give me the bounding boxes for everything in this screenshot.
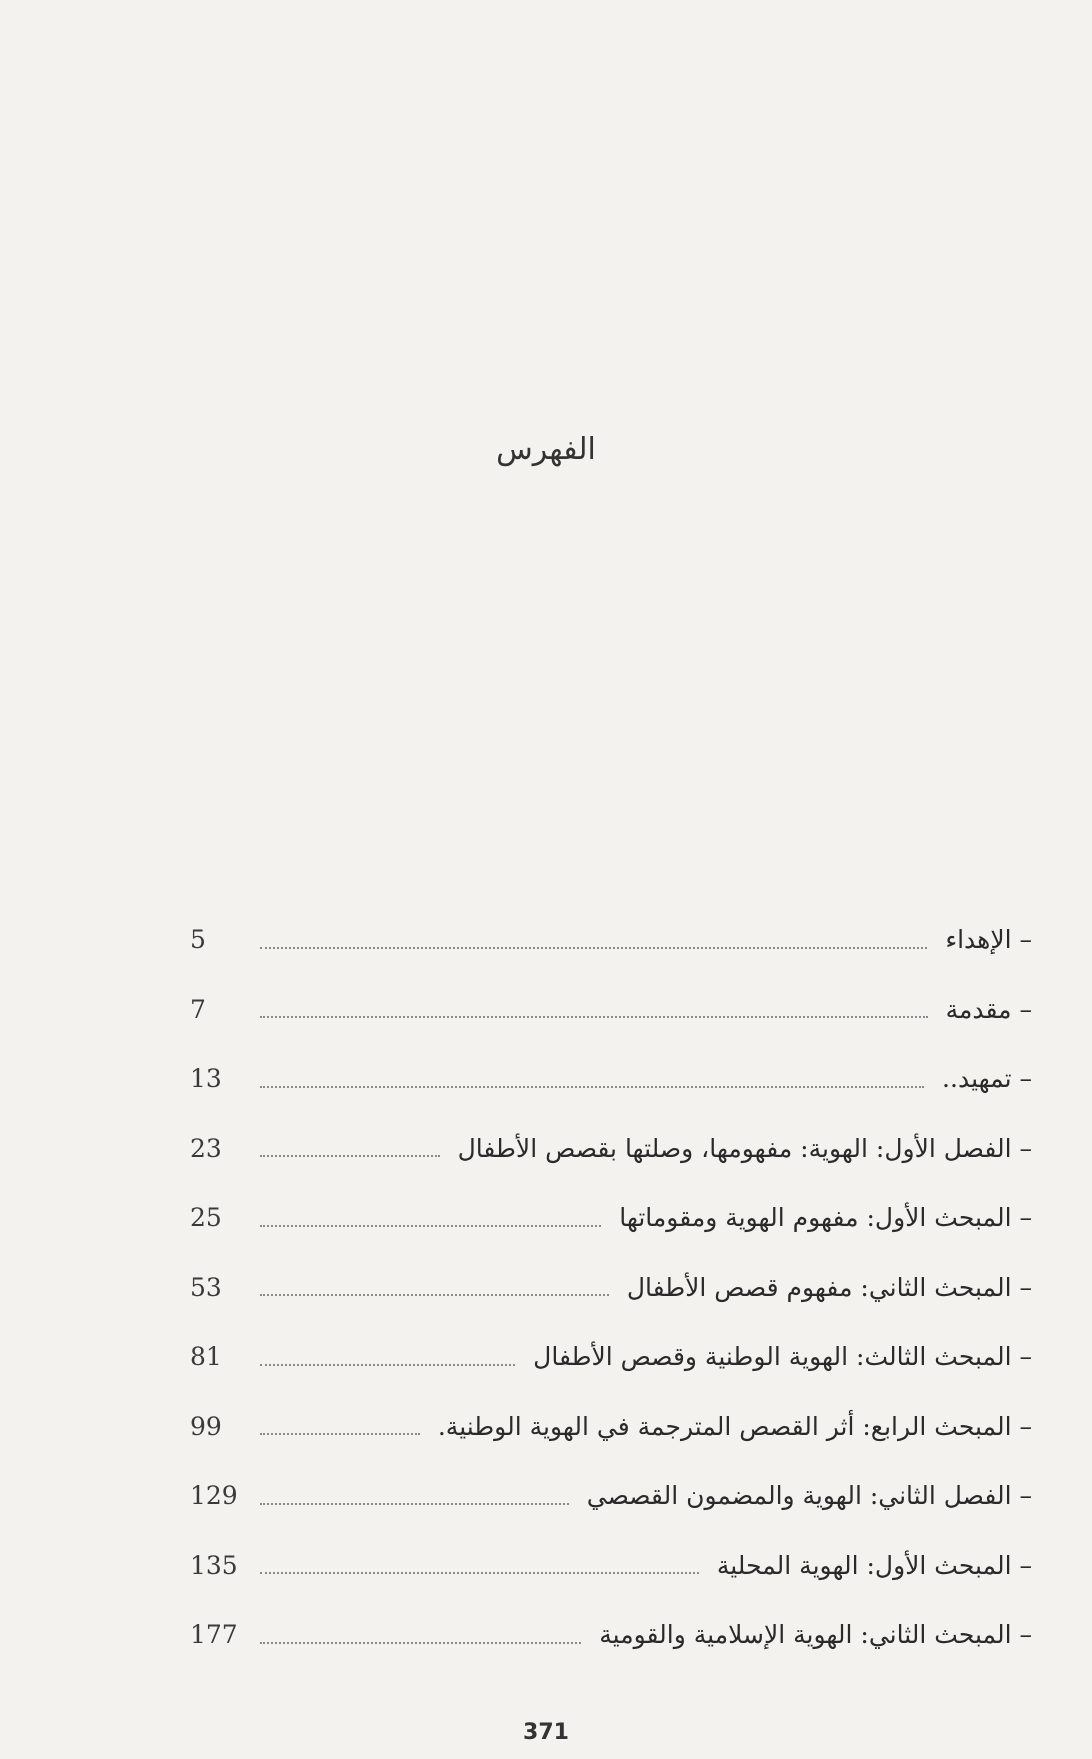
toc-entry bbox=[190, 1253, 1032, 1323]
toc-entry bbox=[190, 1322, 1032, 1392]
toc-entry bbox=[190, 1461, 1032, 1531]
page-title: الفهرس bbox=[496, 432, 596, 467]
toc-page-number: 177 bbox=[190, 1620, 238, 1650]
toc-page-number: 23 bbox=[190, 1133, 222, 1163]
toc-entry bbox=[190, 975, 1032, 1045]
dot-leader bbox=[260, 1086, 924, 1088]
toc-entry-title: – الإهداء bbox=[945, 925, 1032, 955]
dot-leader bbox=[260, 1155, 440, 1157]
toc-entry-title: – المبحث الثالث: الهوية الوطنية وقصص الأطفال bbox=[533, 1342, 1032, 1372]
toc-entry-title: – المبحث الثاني: الهوية الإسلامية والقومية bbox=[599, 1620, 1032, 1650]
toc-entry-title: – الفصل الثاني: الهوية والمضمون القصصي bbox=[586, 1481, 1032, 1511]
toc-page-number: 81 bbox=[190, 1342, 222, 1372]
table-of-contents bbox=[190, 905, 1032, 1670]
dot-leader bbox=[260, 1016, 928, 1018]
toc-page-number: 7 bbox=[190, 994, 206, 1024]
dot-leader bbox=[260, 1572, 699, 1574]
dot-leader bbox=[260, 1503, 569, 1505]
toc-entry-title: – المبحث الأول: مفهوم الهوية ومقوماتها bbox=[619, 1203, 1032, 1233]
toc-entry-title: – تمهيد.. bbox=[942, 1064, 1032, 1094]
toc-entry bbox=[190, 1531, 1032, 1601]
dot-leader bbox=[260, 1225, 601, 1227]
toc-page-number: 53 bbox=[190, 1272, 222, 1302]
toc-entry-title: – المبحث الثاني: مفهوم قصص الأطفال bbox=[626, 1272, 1032, 1302]
toc-entry bbox=[190, 1044, 1032, 1114]
dot-leader bbox=[260, 1294, 609, 1296]
toc-entry bbox=[190, 1114, 1032, 1184]
dot-leader bbox=[260, 1642, 581, 1644]
dot-leader bbox=[260, 1433, 420, 1435]
toc-entry-title: – المبحث الرابع: أثر القصص المترجمة في الهوية الوطنية. bbox=[437, 1411, 1032, 1441]
toc-page-number: 5 bbox=[190, 925, 206, 955]
toc-page-number: 13 bbox=[190, 1064, 222, 1094]
dot-leader bbox=[260, 947, 927, 949]
toc-entry bbox=[190, 1183, 1032, 1253]
toc-page-number: 25 bbox=[190, 1203, 222, 1233]
toc-entry bbox=[190, 1600, 1032, 1670]
toc-entry-title: – مقدمة bbox=[945, 994, 1032, 1024]
toc-page-number: 99 bbox=[190, 1411, 222, 1441]
toc-page-number: 129 bbox=[190, 1481, 238, 1511]
toc-entry-title: – المبحث الأول: الهوية المحلية bbox=[716, 1550, 1032, 1580]
toc-entry bbox=[190, 905, 1032, 975]
page-number: 371 bbox=[523, 1720, 569, 1745]
toc-entry bbox=[190, 1392, 1032, 1462]
dot-leader bbox=[260, 1364, 515, 1366]
toc-entry-title: – الفصل الأول: الهوية: مفهومها، وصلتها بقصص الأطفال bbox=[457, 1133, 1032, 1163]
toc-page-number: 135 bbox=[190, 1550, 238, 1580]
